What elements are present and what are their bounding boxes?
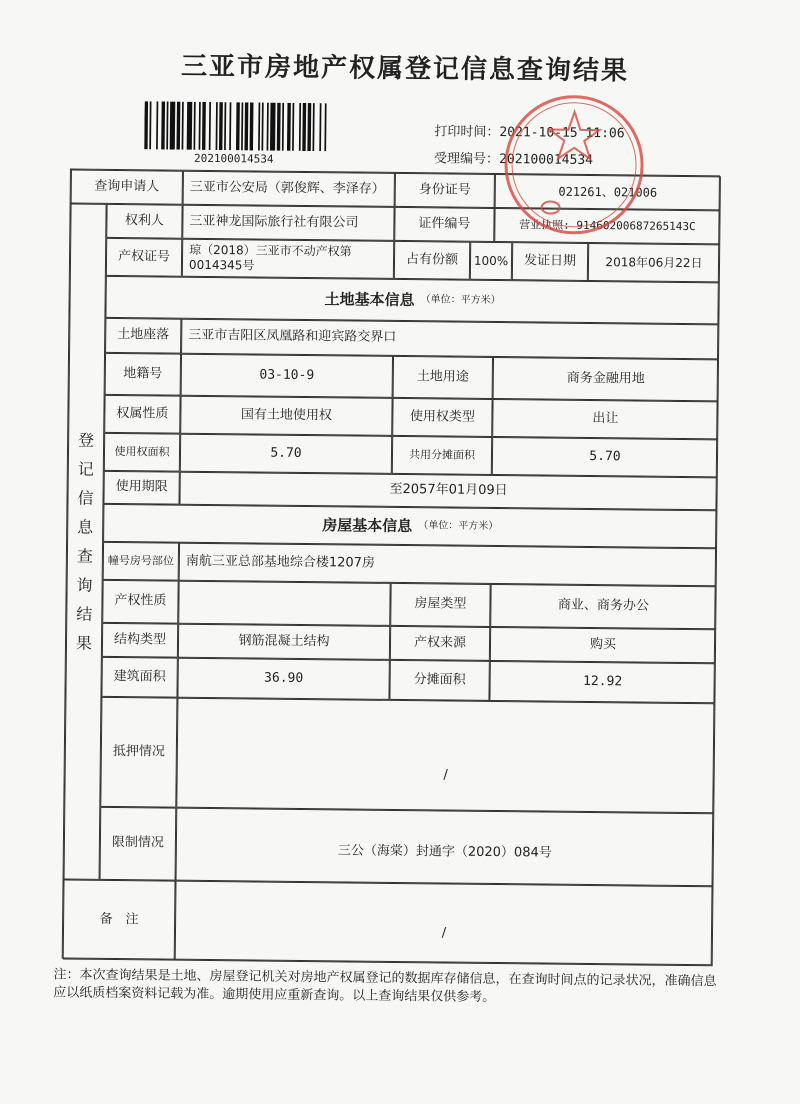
print-time-label: 打印时间： [434, 124, 500, 141]
print-time-value: 2021-10-15 11:06 [499, 125, 625, 142]
accept-number-label: 受理编号： [434, 151, 500, 168]
cert-number-label: 证件编号 [394, 207, 494, 242]
document-title: 三亚市房地产权属登记信息查询结果 [180, 51, 630, 87]
ownership-nature-value: 国有土地使用权 [180, 396, 392, 436]
side-title-char: 信 [77, 488, 94, 508]
side-title-char: 登 [78, 430, 95, 450]
parcel-number-label: 地籍号 [105, 353, 181, 396]
property-nature-label: 产权性质 [102, 580, 178, 624]
property-nature-value [178, 581, 390, 626]
land-location-value: 三亚市吉阳区凤凰路和迎宾路交界口 [181, 319, 719, 360]
mortgage-label: 抵押情况 [100, 697, 177, 808]
issue-date-value: 2018年06月22日 [588, 243, 720, 282]
land-section-title-text: 土地基本信息 [324, 289, 415, 309]
house-location-label: 幢号房号部位 [103, 542, 179, 581]
land-use-label: 土地用途 [393, 356, 493, 399]
issue-date-label: 发证日期 [512, 242, 588, 281]
structure-type-value: 钢筋混凝土结构 [178, 624, 390, 660]
house-location-value: 南航三亚总部基地综合楼1207房 [179, 543, 717, 587]
applicant-value: 三亚市公安局（郭俊辉、李泽存） [183, 171, 395, 207]
property-source-value: 购买 [490, 627, 716, 663]
owner-label: 权利人 [106, 204, 182, 239]
land-unit: （单位：平方米） [420, 293, 501, 306]
barcode [144, 101, 384, 152]
property-source-label: 产权来源 [390, 626, 490, 661]
side-title-char: 查 [76, 546, 94, 566]
shared-land-area-label: 共用分摊面积 [392, 436, 492, 475]
id-number-label: 身份证号 [395, 173, 495, 208]
side-title-text [76, 421, 95, 662]
footnote: 注：本次查询结果是土地、房屋登记机关对房地产权属登记的数据库存储信息，在查询时间点的记录状况，准确信息应以纸质档案资料记载为准。逾期使用应重新查询。以上查询结果仅供参考。 [53, 967, 717, 1006]
side-title-char: 结 [76, 604, 93, 624]
land-area-label: 使用权面积 [104, 433, 180, 472]
parcel-number-value: 03-10-9 [181, 354, 393, 398]
restriction-label: 限制情况 [100, 807, 177, 881]
use-term-value: 至2057年01月09日 [179, 472, 717, 511]
barcode-number: 202100014534 [194, 151, 274, 166]
cert-number-value: 营业执照: 91460200687265143C [494, 208, 720, 244]
owner-value: 三亚神龙国际旅行社有限公司 [182, 205, 394, 241]
right-type-value: 出让 [492, 399, 718, 439]
property-cert-value: 琼（2018）三亚市不动产权第0014345号 [182, 239, 394, 279]
building-area-label: 建筑面积 [101, 657, 177, 698]
right-type-label: 使用权类型 [392, 398, 492, 437]
record-table [62, 169, 720, 966]
mortgage-value: / [176, 698, 715, 814]
side-title-char: 息 [77, 517, 94, 537]
house-section-title [103, 504, 717, 548]
house-type-label: 房屋类型 [390, 583, 490, 627]
share-label: 占有份额 [394, 241, 470, 280]
land-section-title [105, 276, 719, 324]
side-title-char: 询 [76, 575, 93, 595]
shared-land-area-value: 5.70 [492, 437, 718, 477]
accept-number-value: 202100014534 [499, 152, 594, 168]
share-value: 100% [470, 242, 512, 280]
official-seal [498, 89, 650, 241]
land-use-value: 商务金融用地 [493, 357, 719, 401]
applicant-label: 查询申请人 [71, 170, 183, 205]
side-title-char: 记 [77, 459, 94, 479]
land-location-label: 土地座落 [105, 318, 181, 354]
shared-area-label: 分摊面积 [389, 660, 489, 701]
house-section-title-text: 房屋基本信息 [322, 515, 413, 535]
side-title-char: 果 [75, 633, 93, 653]
property-cert-label: 产权证号 [106, 238, 182, 277]
ownership-nature-label: 权属性质 [104, 395, 180, 434]
shared-area-value: 12.92 [489, 661, 715, 703]
structure-type-label: 结构类型 [102, 623, 178, 658]
land-area-value: 5.70 [180, 434, 392, 474]
id-number-value: 021261、021006 [495, 174, 721, 210]
use-term-label: 使用期限 [103, 471, 179, 505]
building-area-value: 36.90 [177, 658, 389, 700]
house-type-value: 商业、商务办公 [490, 584, 716, 629]
remarks-value: / [175, 881, 714, 967]
restriction-value: 三公（海棠）封通字（2020）084号 [176, 808, 715, 887]
house-unit: （单位：平方米） [418, 519, 499, 532]
remarks-label: 备 注 [63, 879, 176, 960]
